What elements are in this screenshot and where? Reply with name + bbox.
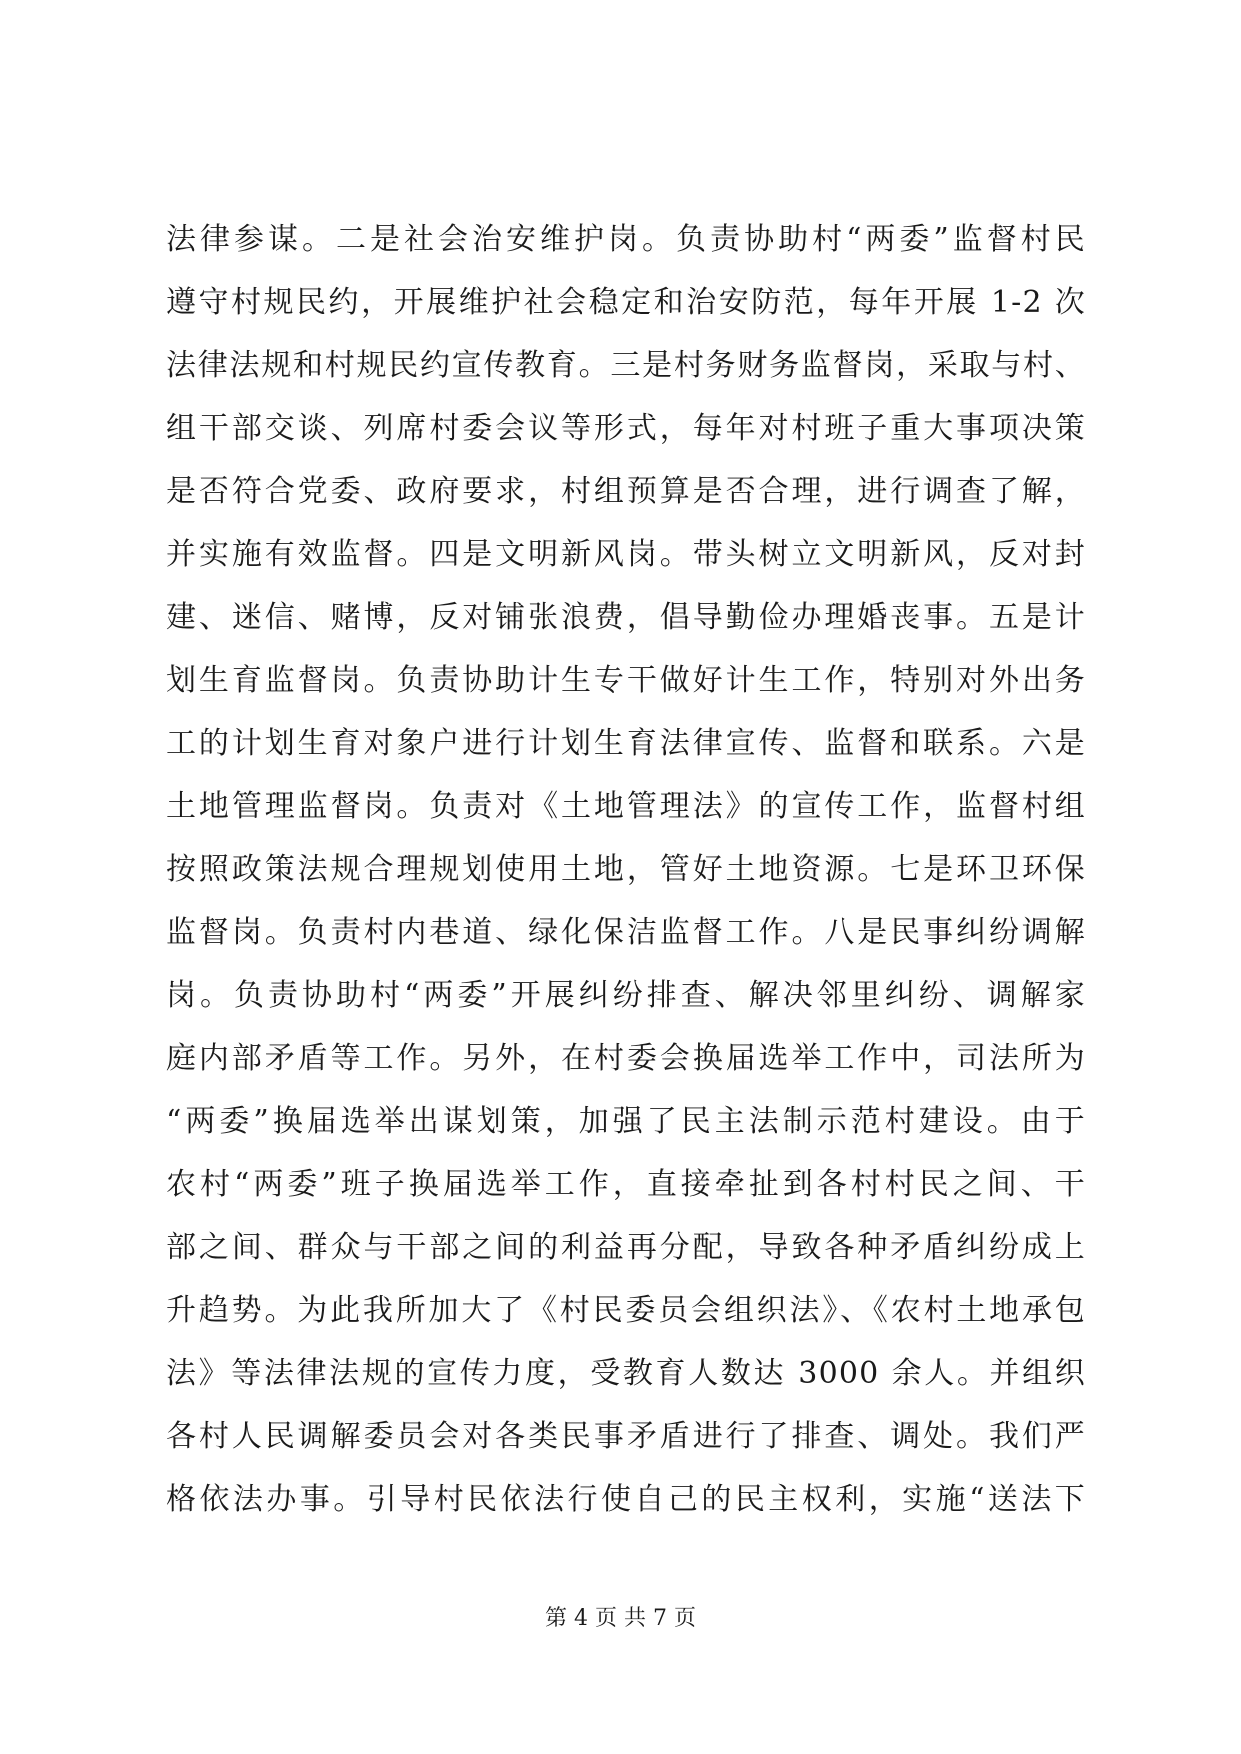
text-line: 并实施有效监督。四是文明新风岗。带头树立文明新风，反对封 [166, 537, 1086, 572]
text-line: 部之间、群众与干部之间的利益再分配，导致各种矛盾纠纷成上 [166, 1230, 1086, 1265]
text-line: 土地管理监督岗。负责对《土地管理法》的宣传工作，监督村组 [166, 789, 1086, 824]
text-line: 岗。负责协助村“两委”开展纠纷排查、解决邻里纠纷、调解家 [166, 978, 1086, 1013]
text-line: 划生育监督岗。负责协助计生专干做好计生工作，特别对外出务 [166, 663, 1086, 698]
text-line: 组干部交谈、列席村委会议等形式，每年对村班子重大事项决策 [166, 411, 1086, 446]
text-line: 是否符合党委、政府要求，村组预算是否合理，进行调查了解， [166, 474, 1086, 509]
text-line: 法》等法律法规的宣传力度，受教育人数达 3000 余人。并组织 [166, 1356, 1086, 1391]
text-line: 按照政策法规合理规划使用土地，管好土地资源。七是环卫环保 [166, 852, 1086, 887]
text-line: 监督岗。负责村内巷道、绿化保洁监督工作。八是民事纠纷调解 [166, 915, 1086, 950]
text-line: 格依法办事。引导村民依法行使自己的民主权利，实施“送法下 [166, 1482, 1086, 1517]
text-line: 庭内部矛盾等工作。另外，在村委会换届选举工作中，司法所为 [166, 1041, 1086, 1076]
text-line: 建、迷信、赌博，反对铺张浪费，倡导勤俭办理婚丧事。五是计 [166, 600, 1086, 635]
text-line: 各村人民调解委员会对各类民事矛盾进行了排查、调处。我们严 [166, 1419, 1086, 1454]
text-line: 升趋势。为此我所加大了《村民委员会组织法》、《农村土地承包 [166, 1293, 1086, 1328]
text-line: 农村“两委”班子换届选举工作，直接牵扯到各村村民之间、干 [166, 1167, 1086, 1202]
body-paragraph [166, 208, 1086, 1531]
text-line: 工的计划生育对象户进行计划生育法律宣传、监督和联系。六是 [166, 726, 1086, 761]
text-line: 法律参谋。二是社会治安维护岗。负责协助村“两委”监督村民 [166, 222, 1086, 257]
text-line: 遵守村规民约，开展维护社会稳定和治安防范，每年开展 1-2 次 [166, 285, 1086, 320]
text-line: 法律法规和村规民约宣传教育。三是村务财务监督岗，采取与村、 [166, 348, 1086, 383]
text-line: “两委”换届选举出谋划策，加强了民主法制示范村建设。由于 [166, 1104, 1086, 1139]
page-number-footer: 第 4 页 共 7 页 [545, 1606, 696, 1631]
